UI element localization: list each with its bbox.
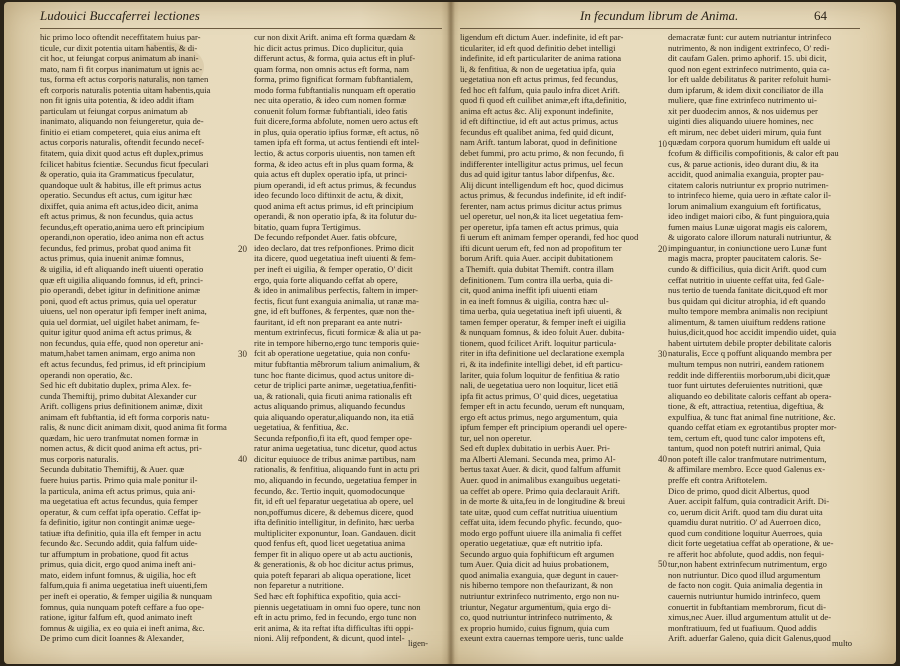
text-line: operatio. Secundus eft actus, cum igitur hæc xyxy=(40,190,193,201)
text-line: in de morte & uita,feu in de longitudine & breui xyxy=(460,496,626,507)
line-number: 30 xyxy=(238,349,247,359)
text-line: cus, & parue actionis, ideo durant diu, & ita xyxy=(668,158,819,169)
text-line: indefinite, id eft particulariter de anima rationa xyxy=(460,53,622,64)
text-line: uiginti dies aliquando uiuere homines, nec xyxy=(668,116,814,127)
text-line: nioni. Alij refpondent, & dicunt, quod intel- xyxy=(254,633,405,644)
text-line: mato, nam fi fit corpus inanimatum ut ignis ac- xyxy=(40,63,203,74)
text-line: ximus,nec Auer. illud argumentum attulit ut de- xyxy=(668,612,832,623)
text-line: ceffat uita, idem fecundo phyfic. fecundo, quo- xyxy=(460,517,622,528)
text-line: tione, & eft, attractiua, retentiua, digeftiua, & xyxy=(668,401,824,412)
text-line: per ineft ei operatio, & femper uigilia & nunquam xyxy=(40,590,213,601)
text-line: fi uerum eft animam femper operandi, fed hoc quod xyxy=(460,232,639,243)
text-line: cunda Themiftij, primo dubitat Alexander cur xyxy=(40,390,197,401)
text-line: non fecundus, quia effe, quod non operetur ani- xyxy=(40,337,204,348)
text-line: lectio, & actus corporis uiuentis, non tamen eft xyxy=(254,148,416,159)
text-line: tamen ipfa eft forma, ut actus fentiendi eft intel- xyxy=(254,137,420,148)
text-line: naturalis, Ecce q poffunt aliquando membra per xyxy=(668,348,832,359)
text-line: habent uirtutem debile propter debilitate caloris xyxy=(668,337,832,348)
text-line: fecundus, fed primus, probat quod anima fit xyxy=(40,242,191,253)
text-line: rite in tempore hiberno,ergo tunc temporis quie- xyxy=(254,337,420,348)
text-line: ticulariter, id eft quod definitio debet intelligi xyxy=(460,42,616,53)
text-line: borum Arift. quia Auer. accipit dubitationem xyxy=(460,253,613,264)
text-line: id eft diftinctiue, id eft aut actus primus, actus xyxy=(460,116,618,127)
left-page xyxy=(40,2,442,664)
text-line: citatem caloris nutriuntur ex proprio nutrimen- xyxy=(668,179,829,190)
line-number: 50 xyxy=(658,559,667,569)
text-line: dicitur equiuoce de tribus animæ partibus, nam xyxy=(254,453,416,464)
text-line: quod non egent extrinfeco nutrimento, quia ca- xyxy=(668,63,830,74)
text-line: tatiuæ ifta definitio, quia illa eft femper in actu xyxy=(40,527,202,538)
text-line: conuertit in fubftantiam membrorum, ficut di- xyxy=(668,601,826,612)
text-line: operandi non operatio, &c. xyxy=(40,369,133,380)
line-number: 10 xyxy=(658,139,667,149)
text-line: monftratiuum, fed ut fuafiuum. Quod addis xyxy=(668,622,817,633)
text-line: actus primus, & fecundus indefinite, id eft indif- xyxy=(460,190,627,201)
text-line: quitur igitur quod anima eft actus primus, & xyxy=(40,327,192,338)
text-line: quod cum conditione loquitur Auerroes, quia xyxy=(668,527,823,538)
text-line: & uigorato calore illorum naturali nutriuntur, & xyxy=(668,232,832,243)
text-line: modo forma fubftantialis nunquam eft operatio xyxy=(254,84,416,95)
text-line: ipfa fit actus primus, O' quid dices, uegetatiua xyxy=(460,390,618,401)
text-line: operandi,non operatio, ideo anima non eft actus xyxy=(40,232,204,243)
text-line: eft actus primus, & non fecundus, quia actus xyxy=(40,211,193,222)
text-line: tamen femper operatur, & femper ineft ei uigilia xyxy=(460,316,626,327)
text-line: uel operetur, uel non,& ita licet uegetatiua fem- xyxy=(460,211,624,222)
text-line: riter in ifta definitione uel declaratione exempla xyxy=(460,348,625,359)
text-line: ratione, igitur falfum eft, quod animato ineft xyxy=(40,612,193,623)
text-line: nali, de uegetatiua uero non loquitur, licet etiā xyxy=(460,380,618,391)
text-line: expulfiua, & tunc ftat animal fine nutritione, &c. xyxy=(668,411,836,422)
text-line: xit per duodecim annos, & nos uidemus per xyxy=(668,105,818,116)
left-column-1 xyxy=(40,32,236,644)
line-number: 40 xyxy=(238,454,247,464)
text-line: animam eft fubftantia, id eft forma corporis natu- xyxy=(40,411,210,422)
text-line: fit, id eft uel feparatur uegetatiua ab opere, uel xyxy=(254,496,414,507)
text-line: eft in actu primo, fed in fecundo, ergo tunc non xyxy=(254,612,417,623)
text-line: Sed hic eft dubitatio duplex, prima Alex. fe- xyxy=(40,380,192,391)
text-line: fecundo &c. Secundo addit, quia falfum uide- xyxy=(40,538,198,549)
text-line: indifferenter intelligitur actus primus, uel fecun xyxy=(460,158,624,169)
text-line: poni, quod eft actus primus, quia uel operatur xyxy=(40,295,197,306)
text-line: ideo fecundo loco diftinxit de actu, & dixit, xyxy=(254,190,404,201)
text-line: fomnus & uigilia, ex eo quia ei ineft anima, &c. xyxy=(40,622,205,633)
right-column-2 xyxy=(668,32,864,644)
text-line: re afferit hoc abfolute, quod addis, non fequi- xyxy=(668,548,825,559)
header-rule xyxy=(460,28,860,29)
text-line: pium operandi, id eft actus primus, & fecundus xyxy=(254,179,417,190)
text-line: ifta definitio intelligitur, in definito, hæc uerba xyxy=(254,517,415,528)
text-line: Sed eft duplex dubitatio in uerbis Auer. Pri- xyxy=(460,443,610,454)
text-line: uegetatiua non eft actus primus, fed fecundus, xyxy=(460,74,618,85)
text-line: anima eft actus &c. Alij exponunt indefinite, xyxy=(460,105,614,116)
text-line: conuenit folum formæ fubftantiali, ideo fatis xyxy=(254,105,408,116)
text-line: fcit ab operatione uegetatiue, quia non confu- xyxy=(254,348,411,359)
text-line: fcilicet habitus fcientiæ. Secundus ficut fpeculari xyxy=(40,158,209,169)
text-line: Sed hæc eft fophiftica expofitio, quia acci- xyxy=(254,590,401,601)
text-line: impinguantur, in coniunctione uero Lunæ funt xyxy=(668,242,827,253)
text-line: quando ceffat etiam ex egrotantibus propter mor- xyxy=(668,422,837,433)
text-line: operatur, & cum ceffat ipfa operatio. Ceffat ip- xyxy=(40,506,201,517)
text-line: & affimilare membro. Ecce quod Galenus ex- xyxy=(668,464,826,475)
text-line: fcofum & difficilis compofitionis, & calor eft pau xyxy=(668,148,839,159)
text-line: tem, certum eft, quod tunc calor impotens eft, xyxy=(668,432,826,443)
text-line: cur non dixit Arift. anima eft forma quædam & xyxy=(254,32,416,42)
text-line: ligendum eft dictum Auer. indefinite, id eft par- xyxy=(460,32,624,42)
text-line: cetur de triplici parte animæ, uegetatiua,fenfiti- xyxy=(254,380,417,391)
text-line: muliere, quæ fine extrinfeco nutrimento ui- xyxy=(668,95,817,106)
text-line: piennis uegetatiuam in omni fuo opere, tunc non xyxy=(254,601,421,612)
text-line: fitatem, quia dixit quod actus eft duplex,primus xyxy=(40,148,204,159)
text-line: alimentum, & tamen uiuiftum reddens ratione xyxy=(668,316,826,327)
text-line: accidit, quod animalia exanguia, propter pau- xyxy=(668,169,824,180)
text-line: ideo declaro, dat tres refponfiones. Primo dicit xyxy=(254,242,414,253)
text-line: & uigilia, id eft aliquando ineft uiuenti operatio xyxy=(40,264,204,275)
text-line: dixiffet, quia anima eft actus,ideo dicit, anima xyxy=(40,200,199,211)
text-line: dicit forte uegetatiua ceffat ab operatione, & ue- xyxy=(668,538,834,549)
text-line: tima uerba, quia uegetatiua ineft ipfi uiuenti, & xyxy=(460,306,623,317)
text-line: fa definitio, igitur non contingit animæ uege- xyxy=(40,517,195,528)
text-line: ferenter, nam actus primus dicitur actus primus xyxy=(460,200,622,211)
text-line: tum Auer. Quia dicit ad huius probationem, xyxy=(460,559,609,570)
text-line: aliquando eo debilitate caloris ceffant ab opera- xyxy=(668,390,832,401)
text-line: ex proprio humido, cuius fignum, quia cum xyxy=(460,622,610,633)
text-line: quod fi quod eft cuilibet animæ,eft ifta,definitio, xyxy=(460,95,627,106)
text-line: quam forma, non omnis actus eft forma, nam xyxy=(254,63,409,74)
text-line: fuere huius partis. Primo quia male ponitur il- xyxy=(40,474,198,485)
text-line: tur affumptum in probatione, quod fit actus xyxy=(40,548,189,559)
text-line: hic primo loco oftendit neceffitatem huius par- xyxy=(40,32,201,42)
text-line: Dico de primo, quod dicit Albertus, quod xyxy=(668,485,810,496)
text-line: fomnus, quia nunquam poteft ceffare a fuo ope- xyxy=(40,601,205,612)
text-line: quia actus eft duplex operatio ipfa, ut princi- xyxy=(254,169,408,180)
text-line: ralis, & nunc dicit animam dixit, quod anima fit forma xyxy=(40,422,227,433)
text-line: nutriuntur extrinfeco nutrimento, ergo non nu- xyxy=(460,590,620,601)
text-line: & operatio, quia ita Grammaticus fpeculatur, xyxy=(40,169,195,180)
text-line: la particula, anima eft actus primus, quia ani- xyxy=(40,485,196,496)
text-line: ergo eft actus primus, nego argumentum, quia xyxy=(460,411,618,422)
text-line: ceffat nutritio in uiuente ceffat uita, fed Gale- xyxy=(668,274,825,285)
text-line: dit caufam Galen. primo aphorif. 15. ubi dicit, xyxy=(668,53,827,64)
text-line: dus ad quid igitur tantus labor difpenfus, &c. xyxy=(460,169,615,180)
text-line: quædam, hic uero tranfmutat nomen formæ in xyxy=(40,432,199,443)
text-line: multum tempus non nutriri, eandem rationem xyxy=(668,358,825,369)
text-line: femper fit in aliquo opere ut ab actu auctionis, xyxy=(254,548,413,559)
text-line: multo tempore membra animalis non recipiunt xyxy=(668,306,828,317)
line-number: 30 xyxy=(658,349,667,359)
catchword: ligen- xyxy=(408,638,429,648)
text-line: bitatio, quam fupra Tertigimus. xyxy=(254,221,361,232)
running-title: Ludouici Buccaferrei lectiones xyxy=(40,8,200,23)
text-line: tur,non habent extrinfecum nutrimentum, ergo xyxy=(668,559,827,570)
text-line: mato, eidem infunt fomnus, & uigilia, hoc eft xyxy=(40,569,197,580)
text-line: co, quod nutriuntur intrinfeco nutrimento, & xyxy=(460,612,613,623)
text-line: quæ eft uigilia aliquando fomnus, id eft, princi- xyxy=(40,274,204,285)
text-line: mus corporis naturalis. xyxy=(40,453,119,464)
text-line: uiuens, uel non operatur ipfi femper ineft anima, xyxy=(40,306,207,317)
text-line: tur, uel non operetur. xyxy=(460,432,532,443)
text-line: cauernis nutriuntur humido intrinfeco, quem xyxy=(668,590,821,601)
left-page-header xyxy=(40,8,200,28)
text-line: in ea ineft fomnus & uigilia, contra hæc ul- xyxy=(460,295,609,306)
text-line: gne, id eft buffones, & ferpentes, quæ non the- xyxy=(254,306,415,317)
text-line: differunt actus, & forma, quia actus eft in pluf- xyxy=(254,53,416,64)
catchword: multo xyxy=(832,638,853,648)
text-line: quia poteft feparari ab aliqua operatione, licet xyxy=(254,569,411,580)
text-line: primus, quia dicit, ergo quod anima ineft ani- xyxy=(40,559,196,570)
text-line: fectis, ficut funt exanguia animalia, ut ranæ ma- xyxy=(254,295,419,306)
text-line: lor eft ualde debilitatus & pariter refoluit humi- xyxy=(668,74,831,85)
text-line: tus, forma eft actus corporis naturalis, non tamen xyxy=(40,74,209,85)
text-line: to intrinfeco hieme, quia uero in æftate calor il- xyxy=(668,190,831,201)
text-line: eft mirum, nec debet uideri mirum, quia funt xyxy=(668,126,822,137)
right-page-header xyxy=(580,8,827,28)
text-line: quamdiu durat nutritio. O' ad Auerroen dico, xyxy=(668,517,821,528)
text-line: multipliciter exponuntur, Ioan. Gandauen. dicit xyxy=(254,527,416,538)
text-line: reddit inde differentiis morborum,ubi dicit,quæ xyxy=(668,369,831,380)
line-number: 20 xyxy=(238,244,247,254)
text-line: mo, aliquando in fecundo, uegetatiua femper in xyxy=(254,474,417,485)
text-line: ifti dicunt uerum eft, fed non ad propofitum ter xyxy=(460,242,622,253)
text-line: nis hiberno tempore non thefaurizant, & non xyxy=(460,580,613,591)
text-line: operatio uegetatiuæ, quæ eft nutritio ipfa. xyxy=(460,538,603,549)
book-spread xyxy=(4,2,896,664)
text-line: tuor funt uirtutes deferuientes nutritioni, quæ xyxy=(668,380,823,391)
text-line: fecundus,eft operatio,anima uero eft principium xyxy=(40,221,205,232)
text-line: cundo & difficilius, quia dicit Arift. quod cum xyxy=(668,264,827,275)
text-line: Secunda refponfio,fi ita eft, quod femper ope- xyxy=(254,432,412,443)
text-line: operandi, & non operatio ipfa, & ita folutur du- xyxy=(254,211,417,222)
text-line: lorum animalium exanguium eft fortificatus, xyxy=(668,200,821,211)
text-line: pio operandi, debet igitur in definitione animæ xyxy=(40,285,201,296)
text-line: exeunt extra cauernas tempore ueris, tunc ualde xyxy=(460,633,624,644)
text-line: eft corporis naturalis potentia uitam habentis,quia xyxy=(40,84,211,95)
text-line: Auer. quod in animalibus exanguibus uegetati- xyxy=(460,474,621,485)
text-line: ergo, quia forte aliquando ceffat ab opere, xyxy=(254,274,398,285)
page-number: 64 xyxy=(814,8,827,23)
text-line: non poteft ille calor tranfmutare nutrimentum, xyxy=(668,453,827,464)
text-line: Auer. accipit falfum, quia contradicit Arift. Di- xyxy=(668,496,830,507)
text-line: de facto non cogit. Quia animalia degentia in xyxy=(668,580,823,591)
text-line: rationalis, & fenfitiua, aliquando funt in actu pri xyxy=(254,464,420,475)
text-line: ipfum femper eft principium operandi uel opere- xyxy=(460,422,628,433)
text-line: matum,habet tamen animam, ergo anima non xyxy=(40,348,196,359)
text-line: hic dicit actus primus. Dico duplicitur, quia xyxy=(254,42,404,53)
text-line: erit anima, & ita reftat ifta difficultas ifti oppi- xyxy=(254,622,414,633)
text-line: triuntur, Negatur argumentum, quia ergo di- xyxy=(460,601,611,612)
text-line: ma uegetatiua eft actus fecundus, quia femper xyxy=(40,496,198,507)
text-line: quia uel dormiat, uel uigilet habet animam, fe- xyxy=(40,316,200,327)
text-line: mentum extrinfecus, ficuti formicæ & alia ut pa- xyxy=(254,327,422,338)
text-line: nam Arift. tantum laborat, quod in definitione xyxy=(460,137,618,148)
text-line: eft actus fecundus, fed primus, id eft principium xyxy=(40,358,206,369)
text-line: femper eft in actu fecundo, uerum eft nunquam, xyxy=(460,401,625,412)
text-line: particulam ut feiungat corpus animatum ab xyxy=(40,105,188,116)
text-line: De primo cum dicit Ioannes & Alexander, xyxy=(40,633,185,644)
text-line: non,poffumus dicere, & debemus dicere, quod xyxy=(254,506,414,517)
right-column-1 xyxy=(460,32,656,644)
text-line: magis macra, propter paucitatem caloris. Se- xyxy=(668,253,822,264)
text-line: per operetur, ipfa tamen eft actus primus, quia xyxy=(460,221,619,232)
text-line: huius,dicit,quod hoc accidit impendio uidet, quia xyxy=(668,327,837,338)
text-line: quod anima eft actus primus, id eft principium xyxy=(254,200,414,211)
text-line: bus quidam qui dicitur atrophia, id eft quando xyxy=(668,295,826,306)
text-line: Alij dicunt intelligendum eft hoc, quod dicimus xyxy=(460,179,624,190)
text-line: co, uerum dicit Arift. quod tam diu durat uita xyxy=(668,506,823,517)
text-line: tate uitæ, quod cum ceffat nutritiua uiuentium xyxy=(460,506,618,517)
text-line: non fit ignis uita potentia, & ideo addit iftam xyxy=(40,95,194,106)
text-line: actus primus, quia inuenit animæ fomnus, xyxy=(40,253,184,264)
text-line: falfum,quia fi anima uegetatiua ineft uiuenti,fem xyxy=(40,580,208,591)
text-line: quædam corpora quorum humidum eft ualde ui xyxy=(668,137,831,148)
text-line: ua, & rationali, quia ficuti anima rationalis eft xyxy=(254,390,412,401)
text-line: definitionem. Tum contra illa uerba, quia di- xyxy=(460,274,613,285)
text-line: modo ergo poffunt uiuere illa animalia fi ceffet xyxy=(460,527,622,538)
text-line: mitur fubftantia mêbrorum talium animalium, & xyxy=(254,358,421,369)
text-line: per ineft ei uigilia, & femper operatio, O' dicit xyxy=(254,264,413,275)
text-line: actus aliquando primus, aliquando fecundus xyxy=(254,401,406,412)
text-line: fumen maius Lunæ uigorat magis eis calorem, xyxy=(668,221,828,232)
text-line: non feparetur a nutritione. xyxy=(254,580,344,591)
text-line: demacratæ funt: cur autem nutriantur intrinfeco xyxy=(668,32,832,42)
text-line: forma, primo fignificat formam fubftantialem, xyxy=(254,74,413,85)
text-line: quandoque uult & habitus, ille eft primus actus xyxy=(40,179,202,190)
text-line: actus corporis naturalis, oftendit fecundo necef- xyxy=(40,137,205,148)
text-line: ideo indiget maiori cibo, & funt pinguiora,quia xyxy=(668,211,830,222)
text-line: nomen actus, & dicit quod anima eft actus, pri- xyxy=(40,443,202,454)
text-line: tunc hoc ftante dicimus, quod actus unitore di- xyxy=(254,369,414,380)
text-line: nec uita operatio, & ideo cum nomen formæ xyxy=(254,95,407,106)
text-line: nus tertio de tuenda fanitate dicit,quod eft mor xyxy=(668,285,828,296)
text-line: & nunquam fomnus, & ideo foluit Auer. dubita- xyxy=(460,327,625,338)
text-line: quod fenfus eft, quod licet uegetatiua anima xyxy=(254,538,406,549)
text-line: a Themift. quia dubitat Themift. contra illam xyxy=(460,264,614,275)
text-line: Arift. colligens prius definitionem animæ, dixit xyxy=(40,401,203,412)
text-line: forma, & ideo actus eft in plus quam forma, & xyxy=(254,158,414,169)
text-line: & generationis, & ob hoc dicitur actus primus, xyxy=(254,559,414,570)
text-line: cit hoc, ut feiungat corpus animatum ab inani- xyxy=(40,53,199,64)
text-line: Arift. aduerfar Galeno, quia dicit Galenus,quod xyxy=(668,633,831,644)
text-line: bertus taxat Auer. & dicit, quod falfum affumit xyxy=(460,464,621,475)
running-title: In fecundum librum de Anima. xyxy=(580,8,739,23)
text-line: cit, quod anima ineffit ipfi uiuenti etiam xyxy=(460,285,598,296)
text-line: ita dicere, quod uegetatiua ineft uiuenti & fem- xyxy=(254,253,416,264)
text-line: fecundo, &c. Tertio inquit, quomodocunque xyxy=(254,485,405,496)
line-number: 40 xyxy=(658,454,667,464)
text-line: De fecundo refpondet Auer. fatis obfcure, xyxy=(254,232,397,243)
text-line: li, & fenfitiua, & non de uegetatiua ipfa, quia xyxy=(460,63,616,74)
text-line: tantum, quod non poteft nutriri animal, Quia xyxy=(668,443,821,454)
header-rule xyxy=(40,28,442,29)
text-line: nutrimento, & non indigent extrinfeco, O' redi- xyxy=(668,42,830,53)
text-line: ticule, cur dixit potentia uitam habentis, & di- xyxy=(40,42,198,53)
text-line: uegetatiua, & fenfitiua, &c. xyxy=(254,422,349,433)
text-line: fed hoc eft falfum, quia paulo infra dicet Arift. xyxy=(460,84,620,95)
text-line: quia aliquando operatur,aliquando non, ita etiā xyxy=(254,411,414,422)
text-line: lariter, quia folum loquitur de fenfitiua & ratio xyxy=(460,369,620,380)
text-line: & ideo in animalibus perfectis, faltem in imper- xyxy=(254,285,419,296)
text-line: fecundus eft qualibet anima, fed quid dicunt, xyxy=(460,126,614,137)
text-line: inanimato, aliquando non feiungeretur, quia de- xyxy=(40,116,204,127)
text-line: ri, & ita indefinite intelligi debet, id eft particu- xyxy=(460,358,623,369)
text-line: dum ipfarum, & idem dixit conciliator de illa xyxy=(668,84,824,95)
text-line: tionem, quod fcilicet Arift. loquitur particula- xyxy=(460,337,617,348)
text-line: ua ceffet ab opere. Primo quia declarauit Arift. xyxy=(460,485,620,496)
text-line: fauritant, id eft non preparant ea ante nutri- xyxy=(254,316,403,327)
text-line: in plus, quia operatio ipfius formæ, eft actus, nō xyxy=(254,126,419,137)
text-line: quod animalia exanguia, quæ degunt in cauer- xyxy=(460,569,619,580)
text-line: ma Alberti Alemani. Secunda mea, primo Al- xyxy=(460,453,616,464)
text-line: non nutriuntur. Dico quod illud argumentum xyxy=(668,569,821,580)
line-number: 20 xyxy=(658,244,667,254)
text-line: Secundo arguo quia fophifticum eft argumen xyxy=(460,548,615,559)
text-line: fuit dicere,forma abfolute, nomen uero actus eft xyxy=(254,116,419,127)
text-line: debet fummi, pro actu primo, & non fecundo, fi xyxy=(460,148,624,159)
text-line: preffe eft contra Ariftotelem. xyxy=(668,474,768,485)
right-page xyxy=(460,2,860,664)
text-line: finitio ei etiam competeret, quia eius anima eft xyxy=(40,126,201,137)
text-line: Secunda dubitatio Themiftij, & Auer. quæ xyxy=(40,464,185,475)
text-line: ratur anima uegetatiua, tunc dicetur, quod actus xyxy=(254,443,417,454)
